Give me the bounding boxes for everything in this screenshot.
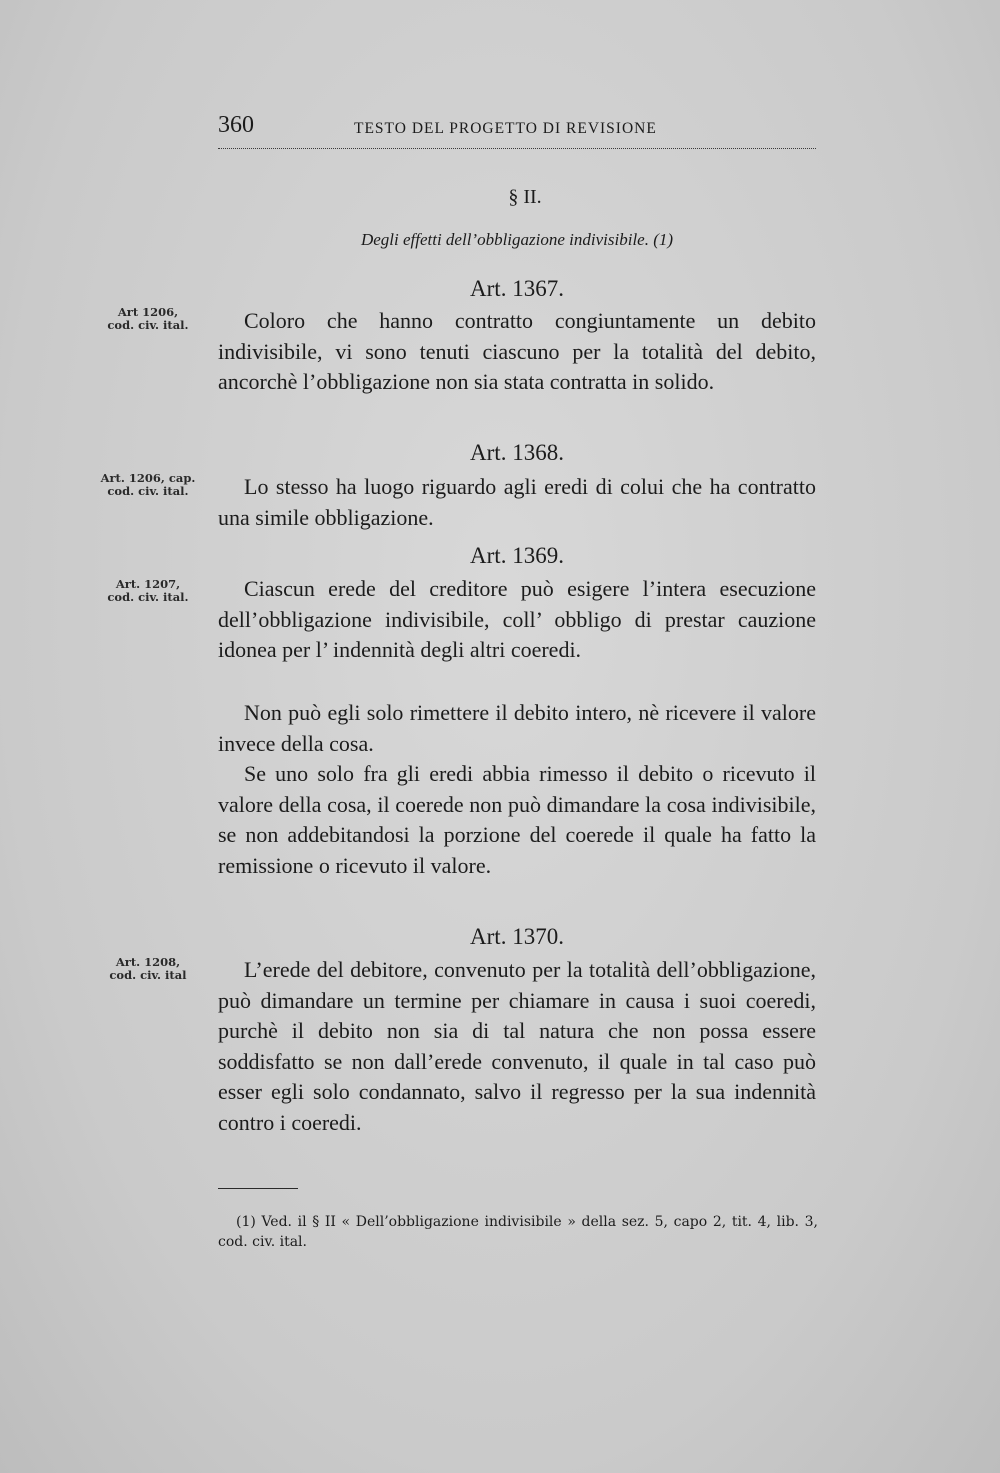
- margin-note-line: cod. civ. ital.: [107, 590, 189, 604]
- article-heading-1369: Art. 1369.: [470, 543, 564, 568]
- footnote-rule: [218, 1188, 298, 1189]
- margin-note-1369: [100, 578, 196, 604]
- margin-note-line: cod. civ. ital.: [107, 318, 189, 332]
- margin-note-line: Art. 1207,: [115, 577, 181, 591]
- margin-note-line: Art. 1208,: [115, 955, 181, 969]
- article-1369-paragraph-1: Ciascun erede del creditore può esigere l’intera esecuzione dell’obbligazione indivisibile, coll’ obbligo di prestar cauzione idonea per l’ indennità degli altri coeredi.: [218, 576, 816, 663]
- article-heading-1370: Art. 1370.: [470, 924, 564, 949]
- section-mark: § II.: [508, 186, 542, 208]
- page-number: 360: [218, 112, 254, 138]
- margin-note-line: cod. civ. ital.: [107, 484, 189, 498]
- running-header: [218, 112, 816, 149]
- article-1368-paragraph-1: Lo stesso ha luogo riguardo agli eredi di colui che ha contratto una simile obbligazione.: [218, 474, 816, 530]
- running-title: TESTO DEL PROGETTO DI REVISIONE: [354, 120, 657, 137]
- margin-note-1370: [100, 956, 196, 982]
- margin-note-line: cod. civ. ital: [109, 968, 187, 982]
- section-title: Degli effetti dell’obbligazione indivisibile. (1): [360, 230, 674, 249]
- margin-note-1367: [100, 306, 196, 332]
- margin-note-line: Art 1206,: [117, 305, 179, 319]
- article-heading-1367: Art. 1367.: [470, 276, 564, 301]
- footnote: (1) Ved. il § II « Dell’obbligazione indivisibile » della sez. 5, capo 2, tit. 4, lib. 3, cod. civ. ital.: [218, 1214, 818, 1250]
- margin-note-1368: [100, 472, 196, 498]
- margin-note-line: Art. 1206, cap.: [100, 471, 196, 485]
- article-1367-paragraph-1: Coloro che hanno contratto congiuntamente un debito indivisibile, vi sono tenuti ciascuno per la totalità del debito, ancorchè l’obbligazione non sia stata contratta in solido.: [218, 308, 816, 395]
- article-1370-paragraph-1: L’erede del debitore, convenuto per la totalità dell’obbligazione, può dimandare un termine per chiamare in causa i suoi coeredi, purchè il debito non sia di tal natura che non possa essere soddisfatto se non dall’erede convenuto, il quale in tal caso può esser egli solo condannato, salvo il regresso per la sua indennità contro i coeredi.: [218, 957, 816, 1135]
- article-1369-paragraph-2: Non può egli solo rimettere il debito intero, nè ricevere il valore invece della cosa.: [218, 700, 816, 756]
- article-1369-paragraph-3: Se uno solo fra gli eredi abbia rimesso il debito o ricevuto il valore della cosa, il coerede non può dimandare la cosa indivisibile, se non addebitandosi la porzione del coerede il quale ha fatto la remissione o ricevuto il valore.: [218, 761, 816, 878]
- article-heading-1368: Art. 1368.: [470, 440, 564, 465]
